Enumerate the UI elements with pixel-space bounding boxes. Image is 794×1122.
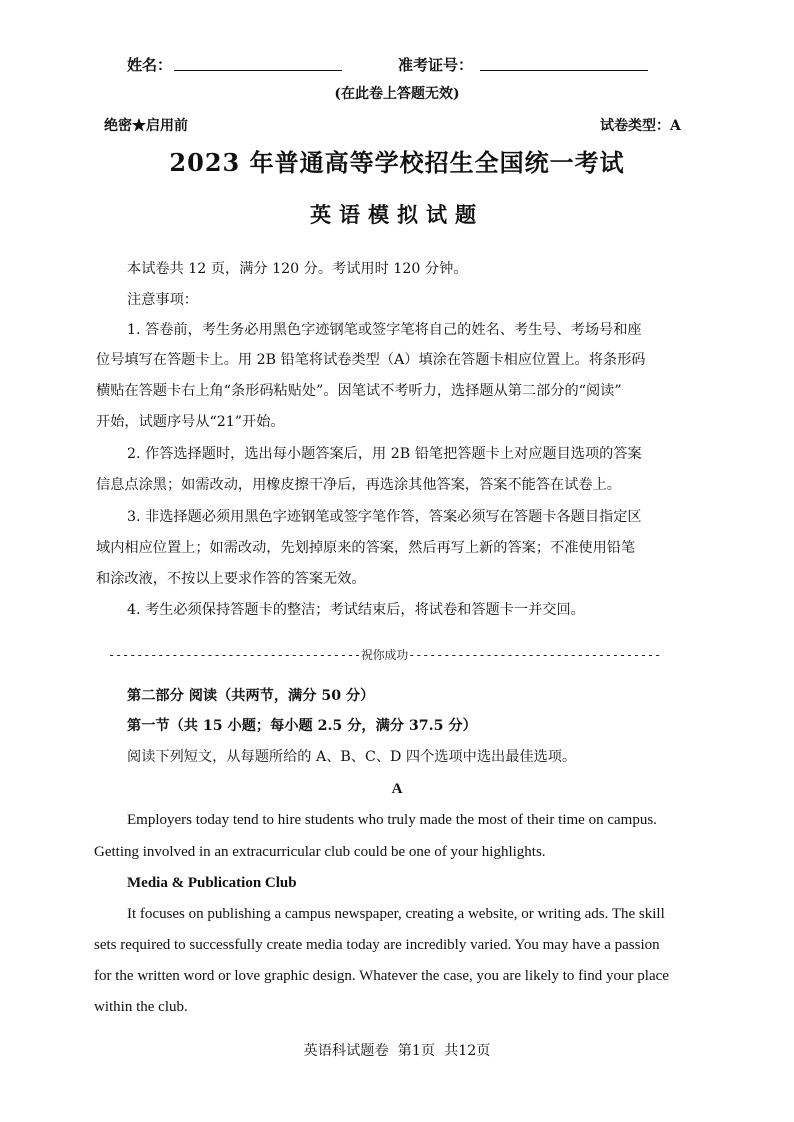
passage-line: sets required to successfully create media today are incredibly varied. You may have a passion [94, 937, 660, 953]
divider: ------------------------------------祝你成功------------------------------------ [108, 648, 661, 662]
club-title: Media & Publication Club [127, 875, 297, 891]
name-label: 姓名： [127, 56, 173, 74]
notice-line: 开始，试题序号从“21”开始。 [96, 414, 285, 430]
notice-line: 域内相应位置上；如需改动，先划掉原来的答案，然后再写上新的答案；不准使用铅笔 [96, 540, 636, 556]
notice-heading: 注意事项： [127, 292, 198, 308]
passage-label: A [391, 781, 403, 797]
name-field[interactable] [174, 70, 342, 71]
secret-label: 绝密★启用前 [104, 118, 188, 134]
notice-line: 3. 非选择题必须用黑色字迹钢笔或签字笔作答，答案必须写在答题卡各题目指定区 [127, 509, 642, 525]
passage-line: within the club. [94, 999, 188, 1015]
exam-subtitle: 英语模拟试题 [310, 202, 484, 227]
notice-line: 2. 作答选择题时，选出每小题答案后，用 2B 铅笔把答题卡上对应题目选项的答案 [127, 446, 642, 462]
notice-line: 4. 考生必须保持答题卡的整洁；考试结束后，将试卷和答题卡一并交回。 [127, 602, 585, 618]
passage-line: Employers today tend to hire students who truly made the most of their time on campus. [127, 812, 657, 828]
part2-heading: 第二部分 阅读（共两节，满分 50 分） [127, 688, 375, 704]
invalid-note: (在此卷上答题无效) [334, 86, 460, 102]
exam-id-label: 准考证号： [398, 56, 474, 74]
section1-heading: 第一节（共 15 小题；每小题 2.5 分，满分 37.5 分） [127, 718, 477, 734]
notice-line: 信息点涂黑；如需改动，用橡皮擦干净后，再选涂其他答案，答案不能答在试卷上。 [96, 477, 621, 493]
notice-line: 横贴在答题卡右上角“条形码粘贴处”。因笔试不考听力，选择题从第二部分的“阅读” [96, 383, 622, 399]
passage-line: It focuses on publishing a campus newspaper, creating a website, or writing ads. The skill [127, 906, 665, 922]
notice-line: 1. 答卷前，考生务必用黑色字迹钢笔或签字笔将自己的姓名、考生号、考场号和座 [127, 322, 642, 338]
passage-line: for the written word or love graphic design. Whatever the case, you are likely to find your place [94, 968, 669, 984]
exam-id-field[interactable] [480, 70, 648, 71]
page-footer: 英语科试题卷 第1页 共12页 [303, 1043, 491, 1059]
passage-line: Getting involved in an extracurricular club could be one of your highlights. [94, 844, 546, 860]
intro-text: 本试卷共 12 页，满分 120 分。考试用时 120 分钟。 [127, 261, 468, 277]
notice-line: 位号填写在答题卡上。用 2B 铅笔将试卷类型（A）填涂在答题卡相应位置上。将条形码 [96, 352, 646, 368]
instruction-text: 阅读下列短文，从每题所给的 A、B、C、D 四个选项中选出最佳选项。 [127, 749, 577, 765]
notice-line: 和涂改液，不按以上要求作答的答案无效。 [96, 571, 366, 587]
paper-type: 试卷类型：A [600, 118, 681, 134]
exam-title: 2023 年普通高等学校招生全国统一考试 [169, 148, 625, 177]
